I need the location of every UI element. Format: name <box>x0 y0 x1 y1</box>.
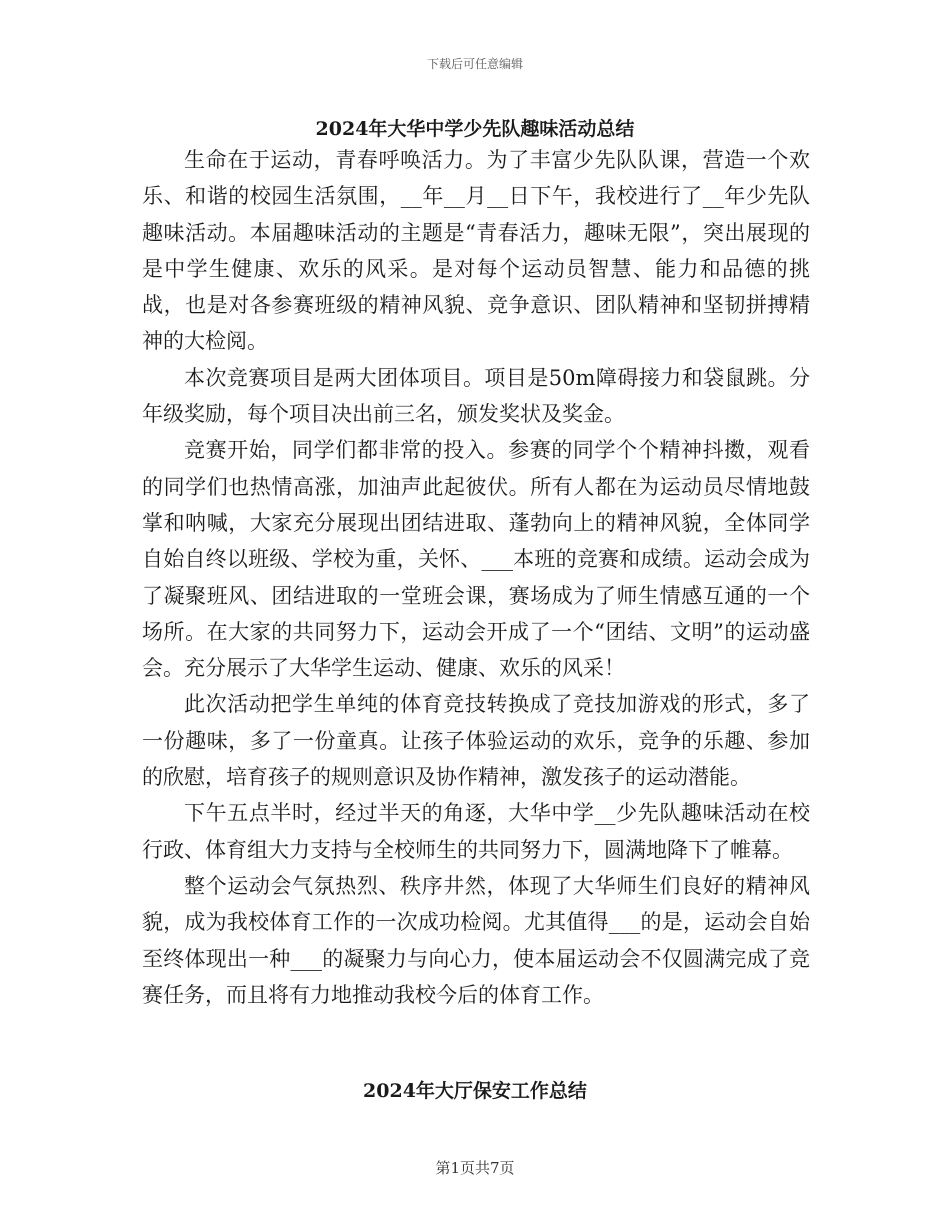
paragraph: 生命在于运动，青春呼唤活力。为了丰富少先队队课，营造一个欢乐、和谐的校园生活氛围，__年__月__日下午，我校进行了__年少先队趣味活动。本届趣味活动的主题是“青春活力，趣味无限”，突出展现的是中学生健康、欢乐的风采。是对每个运动员智慧、能力和品德的挑战，也是对各参赛班级的精神风貌、竞争意识、团队精神和坚韧拼搏精神的大检阅。 <box>142 148 810 354</box>
paragraph: 此次活动把学生单纯的体育竞技转换成了竞技加游戏的形式，多了一份趣味，多了一份童真。让孩子体验运动的欢乐，竞争的乐趣、参加的欣慰，培育孩子的规则意识及协作精神，激发孩子的运动潜能。 <box>142 692 810 790</box>
next-document-title: 2024年大厅保安工作总结 <box>363 1080 587 1102</box>
document-title: 2024年大华中学少先队趣味活动总结 <box>315 118 635 140</box>
paragraph: 竞赛开始，同学们都非常的投入。参赛的同学个个精神抖擞，观看的同学们也热情高涨，加油声此起彼伏。所有人都在为运动员尽情地鼓掌和呐喊，大家充分展现出团结进取、蓬勃向上的精神风貌，全体同学自始自终以班级、学校为重，关怀、___本班的竞赛和成绩。运动会成为了凝聚班风、团结进取的一堂班会课，赛场成为了师生情感互通的一个场所。在大家的共同努力下，运动会开成了一个“团结、文明”的运动盛会。充分展示了大华学生运动、健康、欢乐的风采！ <box>142 438 810 681</box>
page-footer: 第1页共7页 <box>435 1159 515 1177</box>
paragraph: 整个运动会气氛热烈、秩序井然，体现了大华师生们良好的精神风貌，成为我校体育工作的一次成功检阅。尤其值得___的是，运动会自始至终体现出一种___的凝聚力与向心力，使本届运动会不仅圆满完成了竞赛任务，而且将有力地推动我校今后的体育工作。 <box>142 873 810 1007</box>
header-note: 下载后可任意编辑 <box>426 57 523 71</box>
paragraph: 本次竞赛项目是两大团体项目。项目是50m障碍接力和袋鼠跳。分年级奖励，每个项目决出前三名，颁发奖状及奖金。 <box>142 365 810 427</box>
paragraph: 下午五点半时，经过半天的角逐，大华中学__少先队趣味活动在校行政、体育组大力支持与全校师生的共同努力下，圆满地降下了帷幕。 <box>142 801 810 862</box>
document-body <box>142 142 810 1013</box>
